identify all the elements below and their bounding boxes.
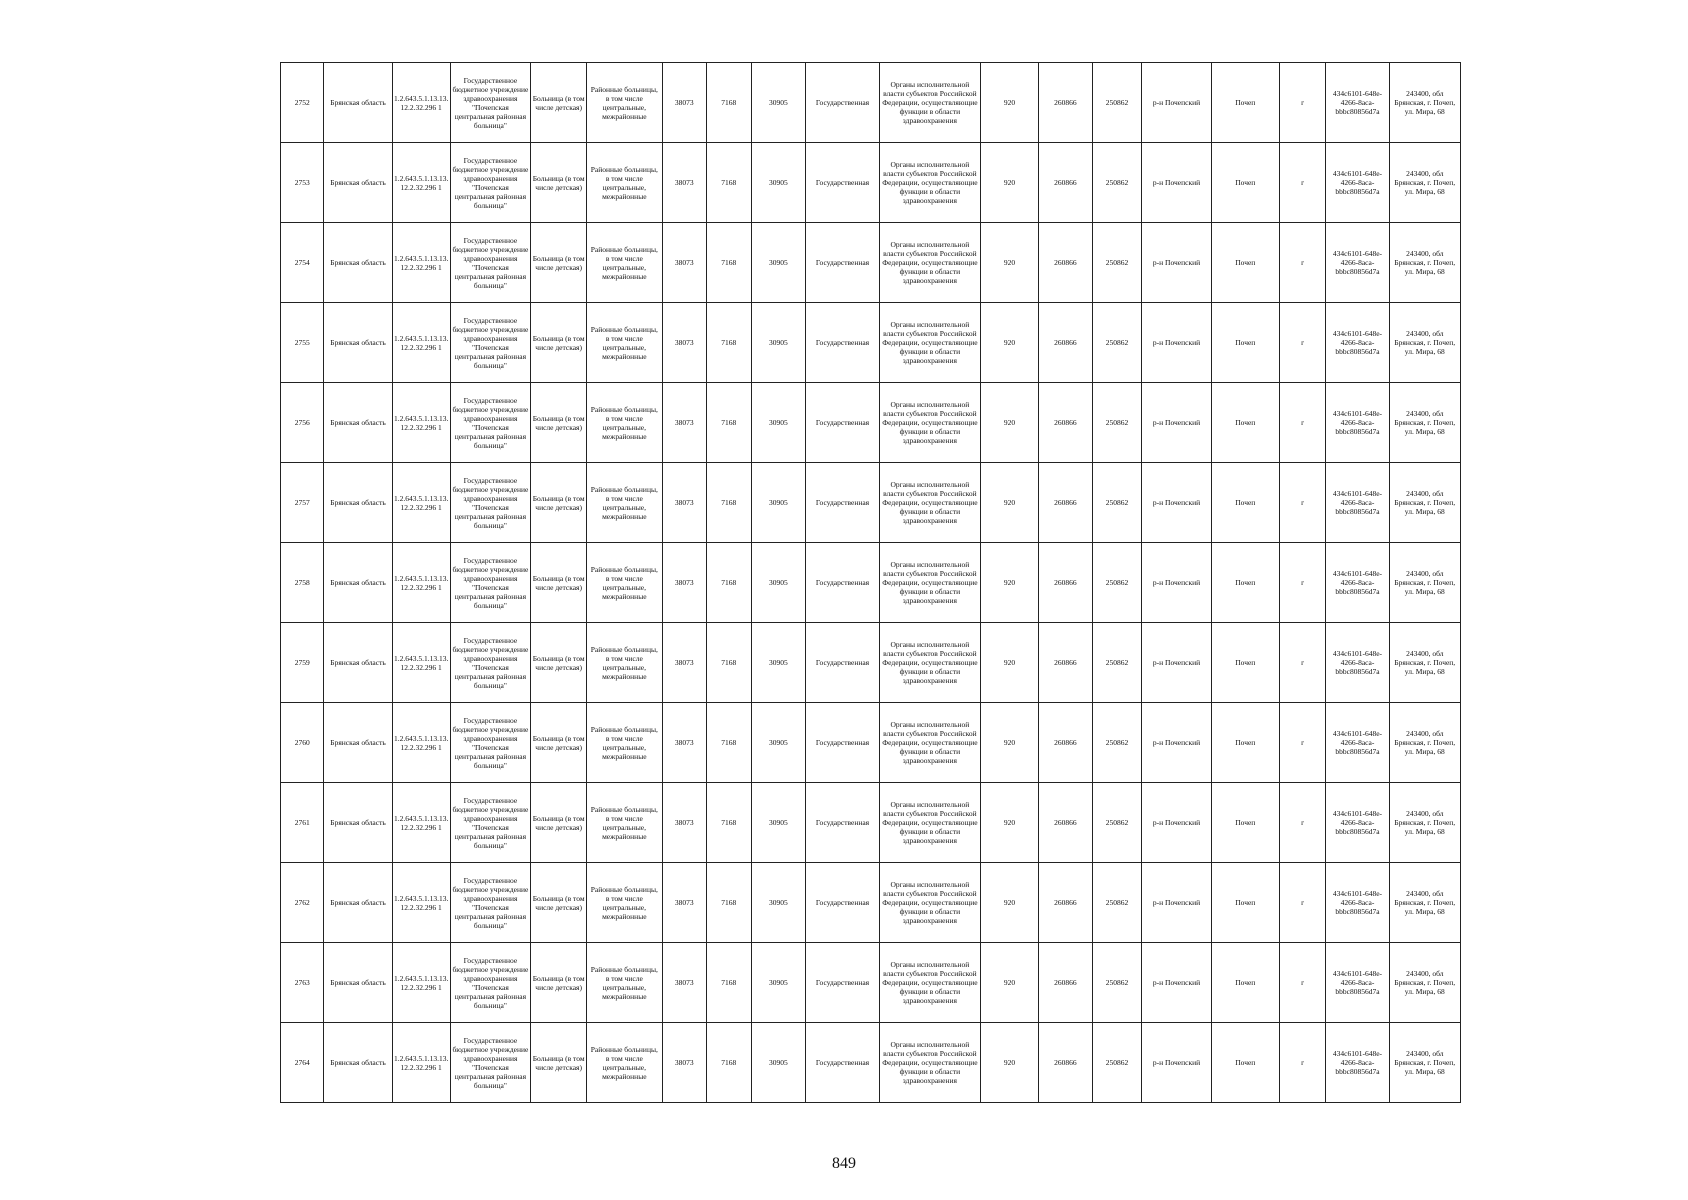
cell-row-number: 2755 bbox=[281, 303, 324, 383]
cell-facility-type: Больница (в том числе детская) bbox=[531, 63, 587, 143]
cell-settlement-type: г bbox=[1279, 703, 1326, 783]
cell-guid: 434c6101-648e-4266-8aca-bbbc80856d7a bbox=[1326, 143, 1389, 223]
cell-value-5: 260866 bbox=[1038, 63, 1092, 143]
cell-row-number: 2759 bbox=[281, 623, 324, 703]
cell-value-1: 38073 bbox=[662, 543, 706, 623]
cell-oid-code: 1.2.643.5.1.13.13.12.2.32.296 1 bbox=[392, 623, 450, 703]
cell-facility-type: Больница (в том числе детская) bbox=[531, 143, 587, 223]
cell-value-2: 7168 bbox=[707, 783, 751, 863]
cell-value-4: 920 bbox=[981, 63, 1039, 143]
cell-facility-subtype: Районные больницы, в том числе центральные, межрайонные bbox=[587, 383, 662, 463]
cell-oid-code: 1.2.643.5.1.13.13.12.2.32.296 1 bbox=[392, 943, 450, 1023]
cell-settlement-type: г bbox=[1279, 463, 1326, 543]
cell-district: р-н Почепский bbox=[1142, 463, 1211, 543]
cell-address: 243400, обл Брянская, г. Почеп, ул. Мира, 68 bbox=[1389, 623, 1460, 703]
cell-value-3: 30905 bbox=[751, 63, 806, 143]
cell-value-5: 260866 bbox=[1038, 1023, 1092, 1103]
cell-settlement-type: г bbox=[1279, 383, 1326, 463]
cell-value-6: 250862 bbox=[1092, 703, 1142, 783]
cell-value-1: 38073 bbox=[662, 1023, 706, 1103]
cell-region: Брянская область bbox=[324, 143, 392, 223]
cell-region: Брянская область bbox=[324, 783, 392, 863]
cell-value-3: 30905 bbox=[751, 703, 806, 783]
cell-row-number: 2763 bbox=[281, 943, 324, 1023]
cell-region: Брянская область bbox=[324, 303, 392, 383]
cell-oid-code: 1.2.643.5.1.13.13.12.2.32.296 1 bbox=[392, 303, 450, 383]
cell-authority: Органы исполнительной власти субъектов Российской Федерации, осуществляющие функции в области здравоохранения bbox=[879, 383, 980, 463]
cell-facility-subtype: Районные больницы, в том числе центральные, межрайонные bbox=[587, 63, 662, 143]
cell-address: 243400, обл Брянская, г. Почеп, ул. Мира, 68 bbox=[1389, 143, 1460, 223]
cell-row-number: 2760 bbox=[281, 703, 324, 783]
cell-value-2: 7168 bbox=[707, 703, 751, 783]
cell-settlement-type: г bbox=[1279, 623, 1326, 703]
cell-region: Брянская область bbox=[324, 863, 392, 943]
cell-address: 243400, обл Брянская, г. Почеп, ул. Мира, 68 bbox=[1389, 223, 1460, 303]
cell-authority: Органы исполнительной власти субъектов Российской Федерации, осуществляющие функции в области здравоохранения bbox=[879, 223, 980, 303]
cell-city: Почеп bbox=[1211, 463, 1279, 543]
cell-address: 243400, обл Брянская, г. Почеп, ул. Мира, 68 bbox=[1389, 943, 1460, 1023]
cell-facility-type: Больница (в том числе детская) bbox=[531, 783, 587, 863]
cell-guid: 434c6101-648e-4266-8aca-bbbc80856d7a bbox=[1326, 943, 1389, 1023]
cell-facility-subtype: Районные больницы, в том числе центральные, межрайонные bbox=[587, 543, 662, 623]
cell-organization: Государственное бюджетное учреждение здравоохранения "Почепская центральная районная больница" bbox=[450, 63, 531, 143]
cell-value-4: 920 bbox=[981, 703, 1039, 783]
cell-value-3: 30905 bbox=[751, 383, 806, 463]
cell-oid-code: 1.2.643.5.1.13.13.12.2.32.296 1 bbox=[392, 63, 450, 143]
cell-ownership: Государственная bbox=[806, 703, 879, 783]
cell-value-4: 920 bbox=[981, 223, 1039, 303]
cell-value-6: 250862 bbox=[1092, 1023, 1142, 1103]
cell-city: Почеп bbox=[1211, 623, 1279, 703]
cell-row-number: 2757 bbox=[281, 463, 324, 543]
table-row bbox=[281, 143, 1461, 223]
cell-ownership: Государственная bbox=[806, 223, 879, 303]
cell-value-5: 260866 bbox=[1038, 783, 1092, 863]
cell-row-number: 2764 bbox=[281, 1023, 324, 1103]
cell-organization: Государственное бюджетное учреждение здравоохранения "Почепская центральная районная больница" bbox=[450, 143, 531, 223]
cell-value-3: 30905 bbox=[751, 623, 806, 703]
cell-oid-code: 1.2.643.5.1.13.13.12.2.32.296 1 bbox=[392, 1023, 450, 1103]
cell-settlement-type: г bbox=[1279, 783, 1326, 863]
table-row bbox=[281, 463, 1461, 543]
cell-facility-subtype: Районные больницы, в том числе центральные, межрайонные bbox=[587, 303, 662, 383]
cell-value-4: 920 bbox=[981, 383, 1039, 463]
cell-value-1: 38073 bbox=[662, 63, 706, 143]
cell-settlement-type: г bbox=[1279, 63, 1326, 143]
cell-settlement-type: г bbox=[1279, 1023, 1326, 1103]
cell-guid: 434c6101-648e-4266-8aca-bbbc80856d7a bbox=[1326, 383, 1389, 463]
cell-value-6: 250862 bbox=[1092, 463, 1142, 543]
cell-settlement-type: г bbox=[1279, 863, 1326, 943]
cell-value-1: 38073 bbox=[662, 863, 706, 943]
cell-value-1: 38073 bbox=[662, 783, 706, 863]
table-row bbox=[281, 863, 1461, 943]
cell-facility-subtype: Районные больницы, в том числе центральные, межрайонные bbox=[587, 703, 662, 783]
table-row bbox=[281, 543, 1461, 623]
cell-region: Брянская область bbox=[324, 623, 392, 703]
cell-district: р-н Почепский bbox=[1142, 223, 1211, 303]
cell-settlement-type: г bbox=[1279, 543, 1326, 623]
cell-facility-type: Больница (в том числе детская) bbox=[531, 223, 587, 303]
cell-value-4: 920 bbox=[981, 463, 1039, 543]
cell-value-6: 250862 bbox=[1092, 303, 1142, 383]
cell-guid: 434c6101-648e-4266-8aca-bbbc80856d7a bbox=[1326, 543, 1389, 623]
cell-oid-code: 1.2.643.5.1.13.13.12.2.32.296 1 bbox=[392, 143, 450, 223]
cell-value-4: 920 bbox=[981, 943, 1039, 1023]
cell-oid-code: 1.2.643.5.1.13.13.12.2.32.296 1 bbox=[392, 703, 450, 783]
table-row bbox=[281, 383, 1461, 463]
cell-row-number: 2761 bbox=[281, 783, 324, 863]
cell-facility-type: Больница (в том числе детская) bbox=[531, 863, 587, 943]
cell-oid-code: 1.2.643.5.1.13.13.12.2.32.296 1 bbox=[392, 783, 450, 863]
cell-organization: Государственное бюджетное учреждение здравоохранения "Почепская центральная районная больница" bbox=[450, 943, 531, 1023]
cell-city: Почеп bbox=[1211, 943, 1279, 1023]
cell-value-5: 260866 bbox=[1038, 223, 1092, 303]
cell-facility-subtype: Районные больницы, в том числе центральные, межрайонные bbox=[587, 463, 662, 543]
cell-region: Брянская область bbox=[324, 943, 392, 1023]
cell-value-6: 250862 bbox=[1092, 783, 1142, 863]
cell-value-3: 30905 bbox=[751, 463, 806, 543]
cell-facility-subtype: Районные больницы, в том числе центральные, межрайонные bbox=[587, 1023, 662, 1103]
page-number: 849 bbox=[832, 1155, 856, 1172]
cell-address: 243400, обл Брянская, г. Почеп, ул. Мира, 68 bbox=[1389, 463, 1460, 543]
cell-value-5: 260866 bbox=[1038, 623, 1092, 703]
cell-settlement-type: г bbox=[1279, 303, 1326, 383]
cell-facility-type: Больница (в том числе детская) bbox=[531, 1023, 587, 1103]
table-body bbox=[281, 63, 1461, 1103]
cell-region: Брянская область bbox=[324, 1023, 392, 1103]
cell-value-4: 920 bbox=[981, 303, 1039, 383]
cell-authority: Органы исполнительной власти субъектов Российской Федерации, осуществляющие функции в области здравоохранения bbox=[879, 703, 980, 783]
cell-value-3: 30905 bbox=[751, 543, 806, 623]
cell-ownership: Государственная bbox=[806, 463, 879, 543]
table-row bbox=[281, 943, 1461, 1023]
cell-city: Почеп bbox=[1211, 303, 1279, 383]
cell-authority: Органы исполнительной власти субъектов Российской Федерации, осуществляющие функции в области здравоохранения bbox=[879, 1023, 980, 1103]
cell-guid: 434c6101-648e-4266-8aca-bbbc80856d7a bbox=[1326, 223, 1389, 303]
cell-address: 243400, обл Брянская, г. Почеп, ул. Мира, 68 bbox=[1389, 543, 1460, 623]
cell-address: 243400, обл Брянская, г. Почеп, ул. Мира, 68 bbox=[1389, 1023, 1460, 1103]
cell-row-number: 2756 bbox=[281, 383, 324, 463]
cell-value-2: 7168 bbox=[707, 303, 751, 383]
cell-value-5: 260866 bbox=[1038, 463, 1092, 543]
cell-guid: 434c6101-648e-4266-8aca-bbbc80856d7a bbox=[1326, 63, 1389, 143]
cell-value-5: 260866 bbox=[1038, 303, 1092, 383]
cell-district: р-н Почепский bbox=[1142, 623, 1211, 703]
cell-organization: Государственное бюджетное учреждение здравоохранения "Почепская центральная районная больница" bbox=[450, 223, 531, 303]
cell-value-6: 250862 bbox=[1092, 623, 1142, 703]
cell-guid: 434c6101-648e-4266-8aca-bbbc80856d7a bbox=[1326, 703, 1389, 783]
cell-value-3: 30905 bbox=[751, 783, 806, 863]
cell-value-2: 7168 bbox=[707, 463, 751, 543]
cell-value-1: 38073 bbox=[662, 623, 706, 703]
cell-facility-type: Больница (в том числе детская) bbox=[531, 303, 587, 383]
cell-value-4: 920 bbox=[981, 143, 1039, 223]
cell-authority: Органы исполнительной власти субъектов Российской Федерации, осуществляющие функции в области здравоохранения bbox=[879, 943, 980, 1023]
cell-value-5: 260866 bbox=[1038, 143, 1092, 223]
cell-city: Почеп bbox=[1211, 63, 1279, 143]
cell-value-6: 250862 bbox=[1092, 943, 1142, 1023]
registry-table bbox=[280, 62, 1461, 1103]
cell-value-3: 30905 bbox=[751, 303, 806, 383]
cell-value-4: 920 bbox=[981, 623, 1039, 703]
cell-authority: Органы исполнительной власти субъектов Российской Федерации, осуществляющие функции в области здравоохранения bbox=[879, 463, 980, 543]
cell-value-2: 7168 bbox=[707, 143, 751, 223]
table-row bbox=[281, 223, 1461, 303]
cell-address: 243400, обл Брянская, г. Почеп, ул. Мира, 68 bbox=[1389, 63, 1460, 143]
cell-guid: 434c6101-648e-4266-8aca-bbbc80856d7a bbox=[1326, 303, 1389, 383]
cell-ownership: Государственная bbox=[806, 943, 879, 1023]
cell-authority: Органы исполнительной власти субъектов Российской Федерации, осуществляющие функции в области здравоохранения bbox=[879, 783, 980, 863]
cell-value-4: 920 bbox=[981, 863, 1039, 943]
cell-value-6: 250862 bbox=[1092, 223, 1142, 303]
cell-row-number: 2752 bbox=[281, 63, 324, 143]
cell-value-2: 7168 bbox=[707, 63, 751, 143]
cell-organization: Государственное бюджетное учреждение здравоохранения "Почепская центральная районная больница" bbox=[450, 463, 531, 543]
cell-ownership: Государственная bbox=[806, 543, 879, 623]
cell-organization: Государственное бюджетное учреждение здравоохранения "Почепская центральная районная больница" bbox=[450, 783, 531, 863]
cell-address: 243400, обл Брянская, г. Почеп, ул. Мира, 68 bbox=[1389, 863, 1460, 943]
cell-value-2: 7168 bbox=[707, 223, 751, 303]
cell-address: 243400, обл Брянская, г. Почеп, ул. Мира, 68 bbox=[1389, 303, 1460, 383]
cell-district: р-н Почепский bbox=[1142, 703, 1211, 783]
cell-district: р-н Почепский bbox=[1142, 1023, 1211, 1103]
cell-district: р-н Почепский bbox=[1142, 863, 1211, 943]
cell-facility-type: Больница (в том числе детская) bbox=[531, 703, 587, 783]
cell-region: Брянская область bbox=[324, 463, 392, 543]
cell-district: р-н Почепский bbox=[1142, 63, 1211, 143]
cell-facility-subtype: Районные больницы, в том числе центральные, межрайонные bbox=[587, 223, 662, 303]
cell-organization: Государственное бюджетное учреждение здравоохранения "Почепская центральная районная больница" bbox=[450, 1023, 531, 1103]
cell-ownership: Государственная bbox=[806, 63, 879, 143]
cell-value-2: 7168 bbox=[707, 623, 751, 703]
cell-city: Почеп bbox=[1211, 783, 1279, 863]
cell-oid-code: 1.2.643.5.1.13.13.12.2.32.296 1 bbox=[392, 383, 450, 463]
cell-city: Почеп bbox=[1211, 703, 1279, 783]
cell-authority: Органы исполнительной власти субъектов Российской Федерации, осуществляющие функции в области здравоохранения bbox=[879, 863, 980, 943]
cell-facility-type: Больница (в том числе детская) bbox=[531, 623, 587, 703]
cell-facility-type: Больница (в том числе детская) bbox=[531, 543, 587, 623]
cell-district: р-н Почепский bbox=[1142, 783, 1211, 863]
cell-oid-code: 1.2.643.5.1.13.13.12.2.32.296 1 bbox=[392, 863, 450, 943]
cell-guid: 434c6101-648e-4266-8aca-bbbc80856d7a bbox=[1326, 463, 1389, 543]
cell-value-6: 250862 bbox=[1092, 63, 1142, 143]
cell-value-1: 38073 bbox=[662, 463, 706, 543]
cell-value-3: 30905 bbox=[751, 143, 806, 223]
cell-value-2: 7168 bbox=[707, 863, 751, 943]
cell-settlement-type: г bbox=[1279, 223, 1326, 303]
cell-authority: Органы исполнительной власти субъектов Российской Федерации, осуществляющие функции в области здравоохранения bbox=[879, 143, 980, 223]
table-row bbox=[281, 703, 1461, 783]
cell-facility-type: Больница (в том числе детская) bbox=[531, 383, 587, 463]
cell-ownership: Государственная bbox=[806, 1023, 879, 1103]
cell-oid-code: 1.2.643.5.1.13.13.12.2.32.296 1 bbox=[392, 463, 450, 543]
cell-authority: Органы исполнительной власти субъектов Российской Федерации, осуществляющие функции в области здравоохранения bbox=[879, 63, 980, 143]
cell-city: Почеп bbox=[1211, 223, 1279, 303]
cell-value-5: 260866 bbox=[1038, 383, 1092, 463]
cell-value-4: 920 bbox=[981, 1023, 1039, 1103]
cell-value-1: 38073 bbox=[662, 383, 706, 463]
cell-region: Брянская область bbox=[324, 383, 392, 463]
cell-region: Брянская область bbox=[324, 63, 392, 143]
cell-value-6: 250862 bbox=[1092, 143, 1142, 223]
cell-address: 243400, обл Брянская, г. Почеп, ул. Мира, 68 bbox=[1389, 703, 1460, 783]
cell-value-2: 7168 bbox=[707, 943, 751, 1023]
table-row bbox=[281, 303, 1461, 383]
cell-district: р-н Почепский bbox=[1142, 383, 1211, 463]
cell-organization: Государственное бюджетное учреждение здравоохранения "Почепская центральная районная больница" bbox=[450, 383, 531, 463]
cell-facility-subtype: Районные больницы, в том числе центральные, межрайонные bbox=[587, 943, 662, 1023]
cell-row-number: 2758 bbox=[281, 543, 324, 623]
cell-value-6: 250862 bbox=[1092, 863, 1142, 943]
cell-authority: Органы исполнительной власти субъектов Российской Федерации, осуществляющие функции в области здравоохранения bbox=[879, 623, 980, 703]
cell-facility-subtype: Районные больницы, в том числе центральные, межрайонные bbox=[587, 143, 662, 223]
cell-row-number: 2753 bbox=[281, 143, 324, 223]
cell-value-1: 38073 bbox=[662, 703, 706, 783]
cell-facility-subtype: Районные больницы, в том числе центральные, межрайонные bbox=[587, 783, 662, 863]
cell-ownership: Государственная bbox=[806, 143, 879, 223]
table-row bbox=[281, 783, 1461, 863]
cell-value-3: 30905 bbox=[751, 943, 806, 1023]
cell-ownership: Государственная bbox=[806, 783, 879, 863]
cell-row-number: 2762 bbox=[281, 863, 324, 943]
cell-city: Почеп bbox=[1211, 543, 1279, 623]
cell-ownership: Государственная bbox=[806, 303, 879, 383]
cell-organization: Государственное бюджетное учреждение здравоохранения "Почепская центральная районная больница" bbox=[450, 623, 531, 703]
cell-value-1: 38073 bbox=[662, 943, 706, 1023]
cell-oid-code: 1.2.643.5.1.13.13.12.2.32.296 1 bbox=[392, 223, 450, 303]
cell-value-6: 250862 bbox=[1092, 383, 1142, 463]
cell-settlement-type: г bbox=[1279, 943, 1326, 1023]
cell-address: 243400, обл Брянская, г. Почеп, ул. Мира, 68 bbox=[1389, 783, 1460, 863]
cell-guid: 434c6101-648e-4266-8aca-bbbc80856d7a bbox=[1326, 863, 1389, 943]
table-row bbox=[281, 63, 1461, 143]
cell-authority: Органы исполнительной власти субъектов Российской Федерации, осуществляющие функции в области здравоохранения bbox=[879, 303, 980, 383]
cell-facility-type: Больница (в том числе детская) bbox=[531, 463, 587, 543]
cell-city: Почеп bbox=[1211, 383, 1279, 463]
table-row bbox=[281, 623, 1461, 703]
cell-district: р-н Почепский bbox=[1142, 303, 1211, 383]
cell-authority: Органы исполнительной власти субъектов Российской Федерации, осуществляющие функции в области здравоохранения bbox=[879, 543, 980, 623]
cell-value-1: 38073 bbox=[662, 303, 706, 383]
cell-region: Брянская область bbox=[324, 703, 392, 783]
cell-value-3: 30905 bbox=[751, 863, 806, 943]
cell-ownership: Государственная bbox=[806, 383, 879, 463]
cell-value-6: 250862 bbox=[1092, 543, 1142, 623]
cell-value-3: 30905 bbox=[751, 223, 806, 303]
cell-oid-code: 1.2.643.5.1.13.13.12.2.32.296 1 bbox=[392, 543, 450, 623]
cell-value-5: 260866 bbox=[1038, 543, 1092, 623]
cell-value-1: 38073 bbox=[662, 223, 706, 303]
document-sheet bbox=[280, 62, 1461, 1103]
cell-ownership: Государственная bbox=[806, 863, 879, 943]
cell-value-2: 7168 bbox=[707, 1023, 751, 1103]
cell-organization: Государственное бюджетное учреждение здравоохранения "Почепская центральная районная больница" bbox=[450, 703, 531, 783]
table-row bbox=[281, 1023, 1461, 1103]
cell-settlement-type: г bbox=[1279, 143, 1326, 223]
cell-guid: 434c6101-648e-4266-8aca-bbbc80856d7a bbox=[1326, 783, 1389, 863]
cell-organization: Государственное бюджетное учреждение здравоохранения "Почепская центральная районная больница" bbox=[450, 303, 531, 383]
cell-value-5: 260866 bbox=[1038, 943, 1092, 1023]
cell-value-5: 260866 bbox=[1038, 863, 1092, 943]
cell-value-4: 920 bbox=[981, 543, 1039, 623]
cell-district: р-н Почепский bbox=[1142, 543, 1211, 623]
cell-value-4: 920 bbox=[981, 783, 1039, 863]
cell-facility-subtype: Районные больницы, в том числе центральные, межрайонные bbox=[587, 623, 662, 703]
cell-ownership: Государственная bbox=[806, 623, 879, 703]
cell-region: Брянская область bbox=[324, 223, 392, 303]
cell-district: р-н Почепский bbox=[1142, 143, 1211, 223]
cell-value-5: 260866 bbox=[1038, 703, 1092, 783]
cell-organization: Государственное бюджетное учреждение здравоохранения "Почепская центральная районная больница" bbox=[450, 543, 531, 623]
cell-row-number: 2754 bbox=[281, 223, 324, 303]
cell-organization: Государственное бюджетное учреждение здравоохранения "Почепская центральная районная больница" bbox=[450, 863, 531, 943]
cell-city: Почеп bbox=[1211, 1023, 1279, 1103]
cell-guid: 434c6101-648e-4266-8aca-bbbc80856d7a bbox=[1326, 1023, 1389, 1103]
cell-value-1: 38073 bbox=[662, 143, 706, 223]
cell-facility-type: Больница (в том числе детская) bbox=[531, 943, 587, 1023]
cell-district: р-н Почепский bbox=[1142, 943, 1211, 1023]
cell-city: Почеп bbox=[1211, 863, 1279, 943]
cell-facility-subtype: Районные больницы, в том числе центральные, межрайонные bbox=[587, 863, 662, 943]
cell-value-3: 30905 bbox=[751, 1023, 806, 1103]
cell-value-2: 7168 bbox=[707, 383, 751, 463]
cell-region: Брянская область bbox=[324, 543, 392, 623]
cell-address: 243400, обл Брянская, г. Почеп, ул. Мира, 68 bbox=[1389, 383, 1460, 463]
cell-city: Почеп bbox=[1211, 143, 1279, 223]
cell-value-2: 7168 bbox=[707, 543, 751, 623]
cell-guid: 434c6101-648e-4266-8aca-bbbc80856d7a bbox=[1326, 623, 1389, 703]
